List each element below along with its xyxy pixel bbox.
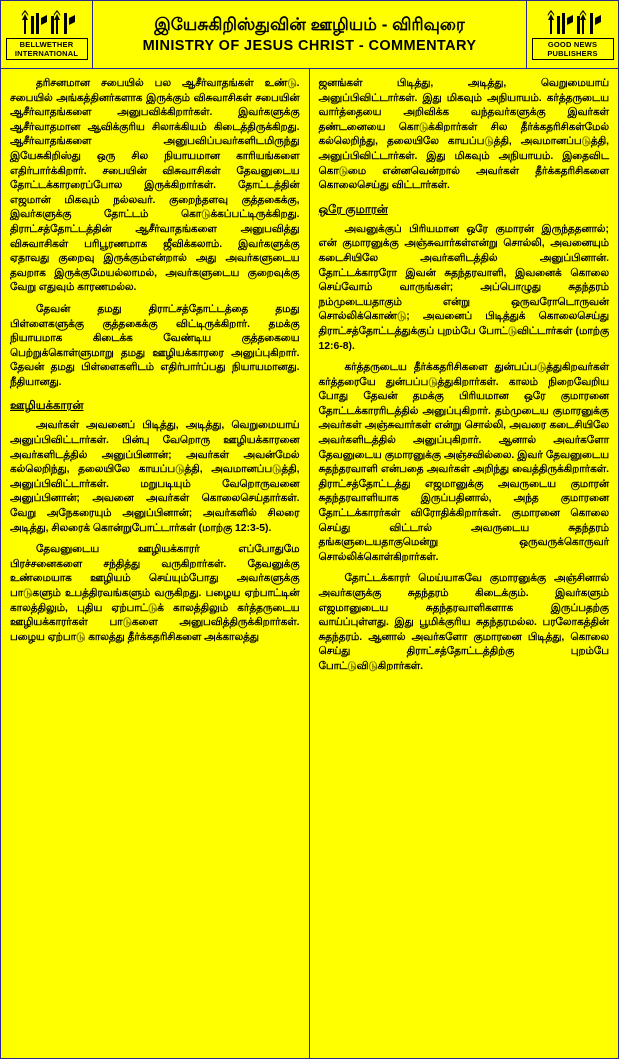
good-news-logo-name bbox=[532, 38, 614, 60]
left-column bbox=[1, 69, 310, 1058]
article-body bbox=[1, 69, 618, 1058]
page-title bbox=[93, 1, 526, 68]
section-heading-only-son: ஒரே குமாரன் bbox=[318, 203, 388, 216]
good-news-name-line1: GOOD NEWS bbox=[547, 39, 598, 49]
paragraph: தேவனுடைய ஊழியக்காரர் எப்போதுமே பிரச்சனைகளை சந்தித்து வருகிறார்கள். தேவனுக்கு உண்மையாக ஊழியம் செய்யும்போது அவர்களுக்கு பாடுகளும் உபத்திரவங்களும் வருகிறது. பழைய ஏற்பாட்டின் காலத்திலும், புதிய ஏற்பாட்டுக் காலத்திலும் கர்த்தருடைய ஊழியக்காரர்கள் பாடுகளை அனுபவித்திருக்கிறார்கள். பழைய ஏற்பாடு காலத்து தீர்க்கதரிசிகளை அக்காலத்து bbox=[10, 544, 300, 643]
title-tamil: இயேசுகிறிஸ்துவின் ஊழியம் - விரிவுரை bbox=[154, 14, 465, 34]
paragraph: கர்த்தருடைய தீர்க்கதரிசிகளை துன்பப்படுத்துகிறவர்கள் கர்த்தரையே துன்பப்படுத்துகிறார்கள். காலம் நிறைவேறிய போது தேவன் தமக்கு பிரியமான ஒரே குமாரனை தோட்டக்காரரிடத்தில் அனுப்புகிறார். தம்முடைய குமாரனுக்கு அவர்கள் அஞ்சுவார்கள் என்று சொல்லி, அவரை கடைசியிலே அவர்களிடத்தில் அனுப்புகிறார். ஆனால் அவர்களோ தேவனுடைய குமாரனுக்கு அஞ்சவில்லை. இவர் தேவனுடைய சுதந்தரவாளி என்பதை அவர்கள் அறிந்து வைத்திருக்கிறார்கள். திராட்சத்தோட்டத்து எஜமானுக்கு அவருடைய குமாரன் சுதந்தரவாளியாக இருப்பதினால், அந்த குமாரனை தோட்டக்காரர்கள் விரோதிக்கிறார்கள். குமாரனை கொலை செய்து விட்டால் அவருடைய சுதந்தரம் தங்களுடையதாகுமென்று ஒருவருக்கொருவர் சொல்லிக்கொள்கிறார்கள். bbox=[318, 362, 609, 563]
paragraph: தரிசனமான சபையில் பல ஆசீர்வாதங்கள் உண்டு. சபையில் அங்கத்தினர்களாக இருக்கும் விசுவாசிகள் சபையின் ஆசீர்வாதங்களை அனுபவிக்கிறார்கள். இவர்களுக்கு ஆசீர்வாதமான ஆவிக்குரிய சிலாக்கியம் கிடைத்திருக்கிறது. ஆசீர்வாதங்களை அனுபவிப்பவர்களிடமிருந்து இயேசுகிறிஸ்து ஒரு சில நியாயமான காரியங்களை எதிர்பார்க்கிறார். சபையின் விசுவாசிகள் தேவனுடைய தோட்டக்காரரைப்போல இருக்கிறார்கள். தோட்டத்தின் எஜமான் மிகவும் நல்லவர். குறைந்தளவு குத்தகைக்கு, இவர்களுக்கு தோட்டம் கொடுக்கப்பட்டிருக்கிறது. திராட்சத்தோட்டத்தின் ஆசீர்வாதங்களை அனுபவித்து விசுவாசிகள் பரிபூரணமாக ஜீவிக்கலாம். இவர்களுக்கு ஏதாவது குறைவு இருக்கும்என்றால் அது அவர்களுடைய தவறாக இருக்குமேயல்லாமல், அவர்களுடைய குறைவுக்கு வேறு எதுவும் காரணமல்ல. bbox=[10, 78, 300, 294]
good-news-logo bbox=[526, 1, 618, 68]
bellwether-logo-name bbox=[6, 38, 88, 60]
paragraph: அவனுக்குப் பிரியமான ஒரே குமாரன் இருந்ததனால்; என் குமாரனுக்கு அஞ்சுவார்கள்என்று சொல்லி, அவனையும் கடைசியிலே அவர்களிடத்தில் அனுப்பினான். தோட்டக்காரரோ இவன் சுதந்தரவாளி, இவனைக் கொலை செய்வோம் வாருங்கள்; அப்பொழுது சுதந்தரம் நம்முடையதாகும் என்று ஒருவரோடொருவன் சொல்லிக்கொண்டு; அவனைப் பிடித்துக் கொலைசெய்து திராட்சத்தோட்டத்துக்குப் புறம்பே போட்டுவிட்டார்கள் (மாற்கு 12:6-8). bbox=[318, 223, 609, 352]
paragraph: தேவன் தமது திராட்சத்தோட்டத்தை தமது பிள்ளைகளுக்கு குத்தகைக்கு விட்டிருக்கிறார். தமக்கு நியாயமாக கிடைக்க வேண்டிய குத்தகையை பெற்றுக்கொள்ளுமாறு தமது ஊழியக்காரரை அனுப்புகிறார். தேவன் தமது பிள்ளைகளிடம் எதிர்பார்ப்பது நியாயமானது. நீதியானது. bbox=[10, 303, 300, 388]
paragraph: ஜனங்கள் பிடித்து, அடித்து, வெறுமையாய் அனுப்பிவிட்டார்கள். இது மிகவும் அநியாயம். கர்த்தருடைய வார்த்தையை அறிவிக்க வந்தவர்களுக்கு இவர்கள் தண்டனையை கொடுக்கிறார்கள் சில தீர்க்கதரிசிகள்மேல் கல்லெறிந்து, தலையிலே காயப்படுத்தி, அவமானப்படுத்தி, அனுப்பிவிட்டார்கள். இது மிகவும் அநியாயம். இதைவிட கொடுமை என்னவென்றால் அவர்கள் தீர்க்கதரிசிகளை கொலைசெய்து விட்டார்கள். bbox=[318, 78, 609, 192]
bellwether-logo bbox=[1, 1, 93, 68]
paragraph: தோட்டக்காரர் மெய்யாகவே குமாரனுக்கு அஞ்சினால் அவர்களுக்கு சுதந்தரம் கிடைக்கும். இவர்களும் எஜமானுடைய சுதந்தரவாளிகளாக இருப்பதற்கு வாய்ப்புள்ளது. இது பூமிக்குரிய சுதந்தரமல்ல. பரலோகத்தின் சுதந்தரம். ஆனால் அவர்களோ குமாரனை பிடித்து, கொலை செய்து திராட்சத்தோட்டத்திற்கு புறம்பே போட்டுவிடுகிறார்கள். bbox=[318, 573, 609, 672]
good-news-name-line2: PUBLISHERS bbox=[547, 48, 598, 58]
page-header bbox=[1, 1, 618, 69]
bellwether-name-line2: INTERNATIONAL bbox=[14, 48, 79, 58]
torch-emblem-icon bbox=[543, 10, 603, 36]
paragraph: அவர்கள் அவனைப் பிடித்து, அடித்து, வெறுமையாய் அனுப்பிவிட்டார்கள். பின்பு வேறொரு ஊழியக்காரனை அவர்களிடத்தில் அனுப்பினான்; அவர்கள் அவன்மேல் கல்லெறிந்து, தலையிலே காயப்படுத்தி, அவமானப்படுத்தி, அனுப்பிவிட்டார்கள். மறுபடியும் வேறொருவனை அனுப்பினான்; அவனை அவர்கள் கொலைசெய்தார்கள். வேறு அநேகரையும் அனுப்பினான்; அவர்களில் சிலரை அடித்து, சிலரைக் கொன்றுபோட்டார்கள் (மாற்கு 12:3-5). bbox=[10, 420, 300, 534]
right-column bbox=[310, 69, 619, 1058]
bellwether-name-line1: BELLWETHER bbox=[19, 39, 74, 49]
torch-emblem-icon bbox=[17, 10, 77, 36]
section-heading-servant: ஊழியக்காரன் bbox=[10, 400, 84, 413]
title-english: MINISTRY OF JESUS CHRIST - COMMENTARY bbox=[142, 37, 477, 54]
